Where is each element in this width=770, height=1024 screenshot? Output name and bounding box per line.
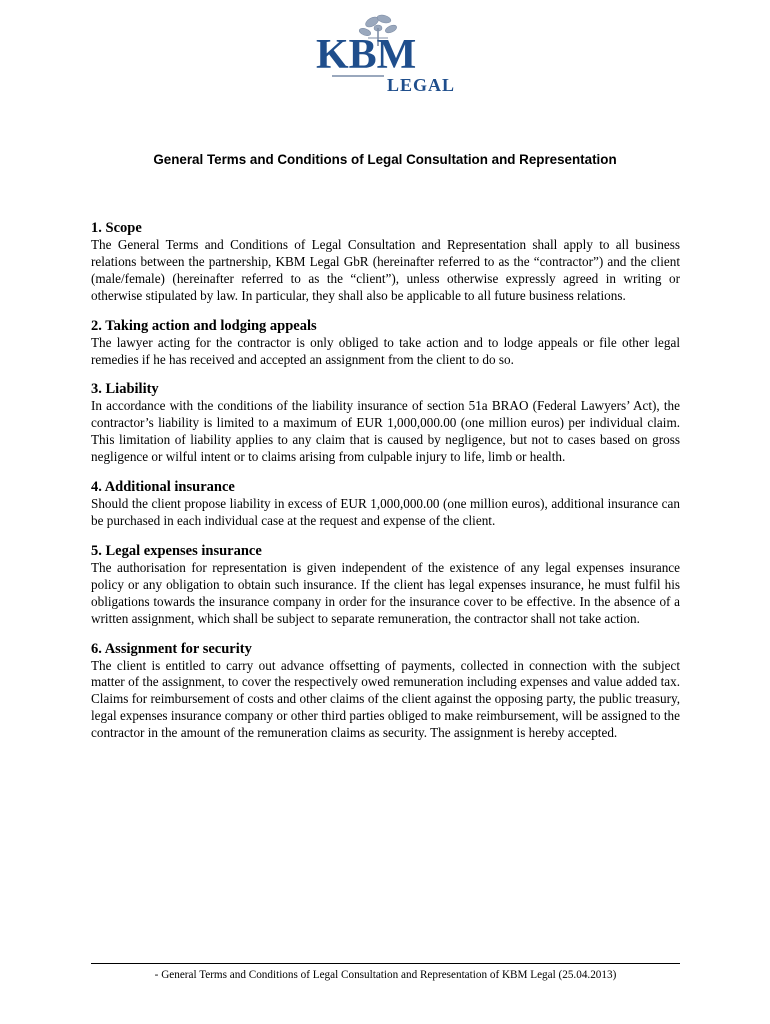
section-legal-expenses xyxy=(91,543,680,628)
section-taking-action xyxy=(91,318,680,369)
section-liability xyxy=(91,381,680,466)
logo-brand-text: KBM xyxy=(316,32,417,78)
section-text: Should the client propose liability in excess of EUR 1,000,000.00 (one million euros), additional insurance can be purchased in each individual case at the request and expense of the client. xyxy=(91,496,680,528)
section-heading: 5. Legal expenses insurance xyxy=(91,542,262,559)
section-assignment xyxy=(91,641,680,743)
section-heading: 3. Liability xyxy=(91,381,159,398)
logo-sub-text: LEGAL xyxy=(387,75,456,95)
section-heading: 4. Additional insurance xyxy=(91,479,235,496)
section-scope xyxy=(91,220,680,305)
section-additional-insurance xyxy=(91,479,680,530)
section-heading: 6. Assignment for security xyxy=(91,640,252,657)
section-text: The lawyer acting for the contractor is only obliged to take action and to lodge appeals or file other legal remedies if he has received and accepted an assignment from the client to do so. xyxy=(91,334,680,367)
logo-graphic xyxy=(312,12,462,96)
section-text: In accordance with the conditions of the liability insurance of section 51a BRAO (Federal Lawyers’ Act), the contractor’s liability is limited to a maximum of EUR 1,000,000.00 (one million euros) per individual claim. This limitation of liability applies to any claim that is caused by negligence, but not to cases based on gross negligence or wilful intent or to claims arising from culpable injury to life, limb or health. xyxy=(91,398,680,465)
section-text: The authorisation for representation is given independent of the existence of any legal expenses insurance policy or any obligation to obtain such insurance. If the client has legal expenses insurance, he must fulfil his obligations towards the insurance company in order for the insurance cover to be effective. In the absence of a written assignment, which shall be subject to separate remuneration, the contractor shall not take action. xyxy=(91,559,680,626)
kbm-legal-logo xyxy=(312,12,462,96)
section-text: The client is entitled to carry out advance offsetting of payments, collected in connection with the subject matter of the assignment, to cover the respectively owed remuneration including expenses and value added tax. Claims for reimbursement of costs and other claims of the client against the opposing party, the public treasury, legal expenses insurance company or other third parties obliged to make reimbursement, will be assigned to the contractor in the amount of the remuneration claims as security. The assignment is hereby accepted. xyxy=(91,657,680,741)
section-heading: 1. Scope xyxy=(91,220,142,236)
document-body xyxy=(91,220,680,755)
section-text: The General Terms and Conditions of Legal Consultation and Representation shall apply to all business relations between the partnership, KBM Legal GbR (hereinafter referred to as the “contractor”) and the client (male/female) (hereinafter referred to as the “client”), unless otherwise expressly agreed in writing or otherwise stipulated by law. In particular, they shall also be applicable to all future business relations. xyxy=(91,237,680,303)
document-title: General Terms and Conditions of Legal Consultation and Representation xyxy=(153,152,617,167)
page-footer: - General Terms and Conditions of Legal Consultation and Representation of KBM Legal (25.04.2013) xyxy=(91,963,680,981)
section-heading: 2. Taking action and lodging appeals xyxy=(91,317,317,334)
